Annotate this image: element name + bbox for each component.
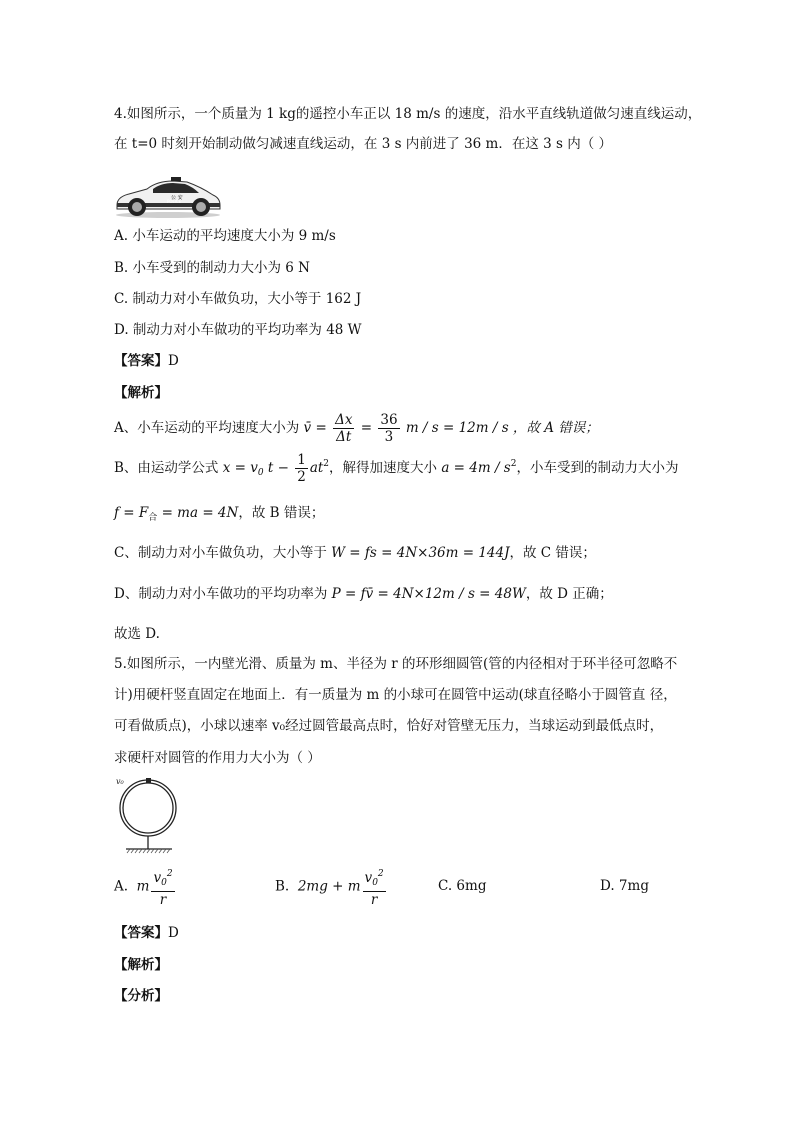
sol-a-num2: 36 xyxy=(380,412,398,428)
sol-c-pre: C、制动力对小车做负功，大小等于 xyxy=(114,545,327,561)
q5-choice-b-sup: 2 xyxy=(377,869,384,879)
q4-stem-line2: 在 t=0 时刻开始制动做匀减速直线运动，在 3 s 内前进了 36 m．在这 3 s 内（ ） xyxy=(114,136,613,152)
q4-stem-line1: 4.如图所示，一个质量为 1 kg的遥控小车正以 18 m/s 的速度，沿水平直线轨道做匀速直线运动， xyxy=(114,106,702,122)
sol-a-eq: = xyxy=(360,420,373,436)
q5-choice-a xyxy=(114,866,177,908)
q5-choice-b-label: B. xyxy=(275,878,290,895)
sol-b2-sub: 合 xyxy=(148,513,158,523)
q4-answer xyxy=(114,351,179,371)
q5-choice-d: D. 7mg xyxy=(600,878,649,894)
q4-option-d: D. 制动力对小车做功的平均功率为 48 W xyxy=(114,322,362,338)
q5-choice-a-v: v xyxy=(153,870,162,886)
sol-b-num: 1 xyxy=(297,452,306,468)
q5-stem-line1: 5.如图所示，一内壁光滑、质量为 m、半径为 r 的环形细圆管(管的内径相对于环半径可忽略不 xyxy=(114,656,678,672)
q5-answer-label: 【答案】 xyxy=(114,925,168,941)
q5-choice-a-label: A. xyxy=(114,878,129,895)
car-text-bottom: POLICE xyxy=(167,199,182,204)
sol-b-t: t − xyxy=(267,460,289,476)
q5-choice-a-sup: 2 xyxy=(166,869,173,879)
sol-a-den2: 3 xyxy=(384,429,394,445)
sol-b-formula-start: x = v xyxy=(222,460,258,476)
ring-v0-label: v₀ xyxy=(116,777,124,786)
sol-b-sup2: 2 xyxy=(323,459,330,469)
q5-choice-c: C. 6mg xyxy=(438,878,487,894)
q5-choice-b-den: r xyxy=(370,892,378,908)
sol-b-at: at xyxy=(309,460,324,476)
sol-d-formula: P = fv̄ = 4N×12m / s = 48W xyxy=(331,586,526,602)
sol-b-frac xyxy=(295,452,308,485)
sol-a-num1: Δx xyxy=(335,412,353,428)
q4-conclusion: 故选 D. xyxy=(114,626,160,642)
sol-b2-rest: = ma = 4N xyxy=(161,505,239,521)
q5-choice-a-den: r xyxy=(159,892,167,908)
q4-solution-d xyxy=(114,584,613,604)
q4-solution-c xyxy=(114,543,596,563)
sol-a-pre: A、小车运动的平均速度大小为 xyxy=(114,420,300,436)
q5-choice-b xyxy=(275,866,388,908)
q4-answer-label: 【答案】 xyxy=(114,353,168,369)
q4-analysis-label: 【解析】 xyxy=(114,385,168,401)
q4-option-a: A. 小车运动的平均速度大小为 9 m/s xyxy=(114,228,336,244)
sol-b-post: ，小车受到的制动力大小为 xyxy=(516,460,679,476)
ring-tube-diagram xyxy=(114,775,182,857)
sol-b-pre: B、由运动学公式 xyxy=(114,460,219,476)
q5-stem-line3: 可看做质点)，小球以速率 v₀经过圆管最高点时，恰好对管壁无压力，当球运动到最低点时， xyxy=(114,718,664,734)
q5-choice-a-num xyxy=(151,866,174,892)
q4-solution-a xyxy=(114,412,599,445)
sol-b2-f: f = F xyxy=(114,505,149,521)
q4-option-b: B. 小车受到的制动力大小为 6 N xyxy=(114,260,310,276)
sol-a-post: m / s = 12m / s ，故 A 错误； xyxy=(405,420,599,436)
q5-answer-value: D xyxy=(168,925,179,941)
sol-a-v: v̄ = xyxy=(303,420,327,436)
q4-solution-b2 xyxy=(114,503,324,528)
police-car-image xyxy=(113,169,223,221)
car-text-top: 公 安 xyxy=(171,195,183,201)
q5-stem-line2: 计)用硬杆竖直固定在地面上．有一质量为 m 的小球可在圆管中运动(球直径略小于圆管直 径， xyxy=(114,687,677,703)
sol-b-mid: ，解得加速度大小 xyxy=(329,460,438,476)
sol-b-sub0: 0 xyxy=(257,468,264,478)
sol-d-post: ，故 D 正确； xyxy=(525,586,613,602)
q5-answer xyxy=(114,923,179,943)
sol-c-post: ，故 C 错误； xyxy=(509,545,596,561)
q5-choice-b-pre: 2mg + m xyxy=(297,878,361,895)
q5-breakdown-label: 【分析】 xyxy=(114,988,168,1004)
q5-choice-b-v: v xyxy=(364,870,373,886)
sol-b-den: 2 xyxy=(297,469,306,485)
q5-choice-b-sub: 0 xyxy=(372,878,378,888)
q5-choice-a-sub: 0 xyxy=(161,878,167,888)
q4-answer-value: D xyxy=(168,353,179,369)
q4-solution-b xyxy=(114,452,678,485)
q5-choice-b-frac xyxy=(363,866,386,908)
q5-choice-a-frac xyxy=(151,866,174,908)
sol-b-a-sup2: 2 xyxy=(510,459,517,469)
q5-choice-b-num xyxy=(363,866,386,892)
sol-d-pre: D、制动力对小车做功的平均功率为 xyxy=(114,586,328,602)
sol-a-den1: Δt xyxy=(336,429,352,445)
q5-stem-line4: 求硬杆对圆管的作用力大小为（ ） xyxy=(114,750,321,766)
q5-choice-a-m: m xyxy=(136,878,150,895)
sol-a-frac1 xyxy=(333,412,354,445)
q5-analysis-label: 【解析】 xyxy=(114,957,168,973)
sol-a-frac2 xyxy=(378,412,399,445)
sol-b2-post: ，故 B 错误； xyxy=(238,505,325,521)
sol-c-formula: W = fs = 4N×36m = 144J xyxy=(331,545,510,561)
sol-b-a: a = 4m / s xyxy=(441,460,511,476)
q4-option-c: C. 制动力对小车做负功，大小等于 162 J xyxy=(114,291,362,307)
